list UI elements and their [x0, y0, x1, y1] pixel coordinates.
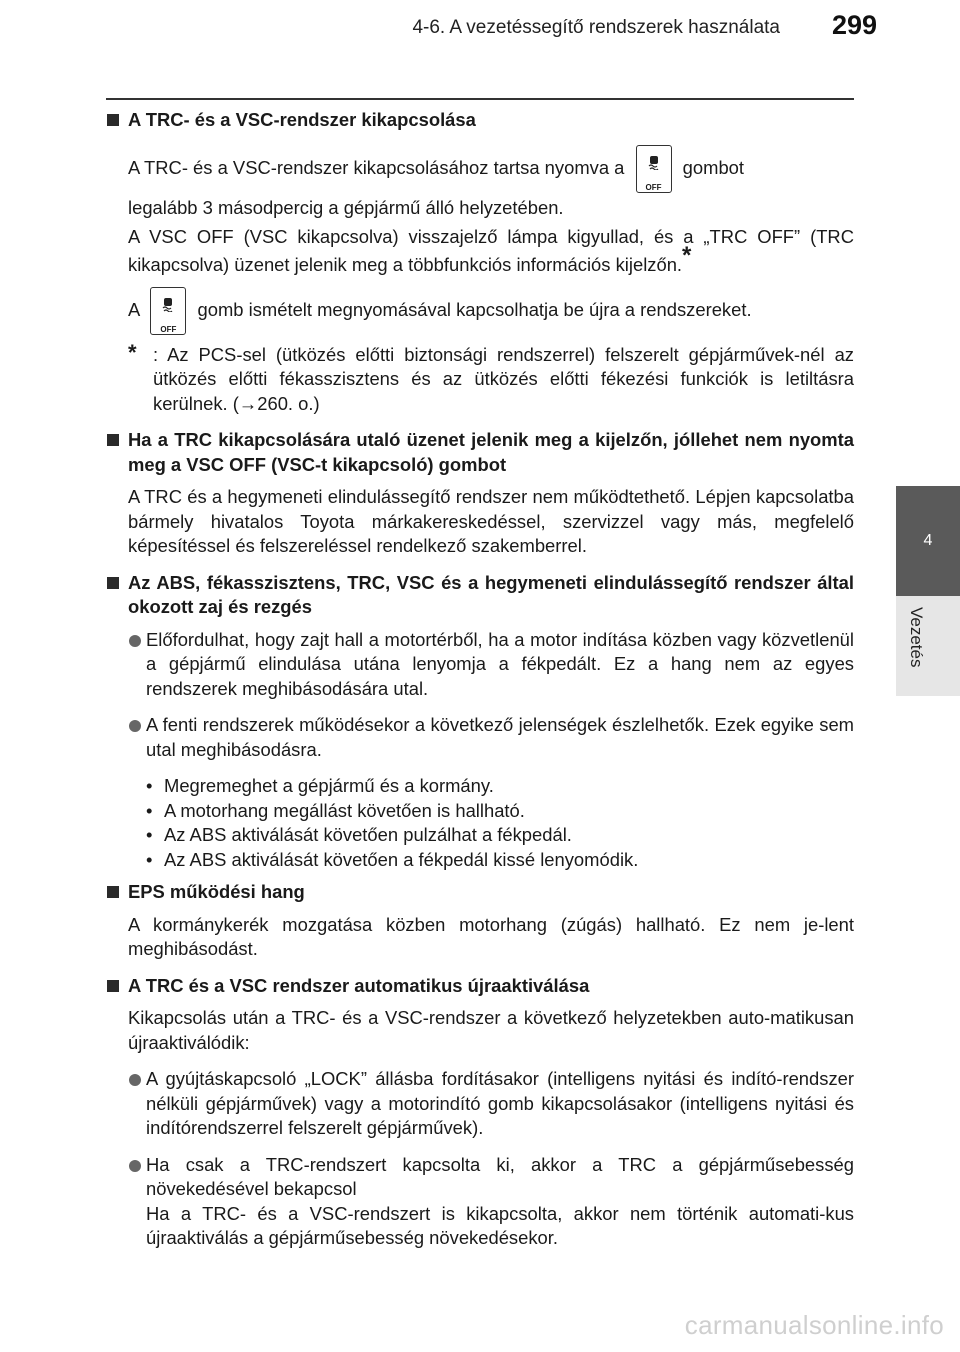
text: Ha csak a TRC-rendszert kapcsolta ki, akkor a TRC a gépjárműsebesség növekedésével bekapcsol [146, 1153, 854, 1199]
square-bullet-icon [107, 980, 119, 992]
bullet-item [106, 628, 854, 702]
bullet-item [106, 1067, 854, 1141]
bullet-item [106, 1153, 854, 1251]
paragraph: Kikapcsolás után a TRC- és a VSC-rendszer a következő helyzetekben auto-matikusan újraaktiválódik: [128, 1007, 854, 1053]
paragraph: A TRC és a hegymeneti elindulássegítő rendszer nem működtethető. Lépjen kapcsolatba bármely hivatalos Toyota márkakereskedéssel, szervizzel vagy más, megfelelő képesítéssel és felszereléssel rendelkező szakemberrel. [128, 486, 854, 556]
footnote [106, 339, 854, 417]
text: gombot [682, 156, 745, 178]
section-heading [106, 428, 854, 477]
text: A [128, 298, 140, 320]
text: gomb ismételt megnyomásával kapcsolhatja be újra a rendszereket. [197, 298, 752, 320]
footnote-mark: * [682, 241, 692, 269]
paragraph [106, 145, 854, 223]
side-tab-label: Vezetés [907, 607, 926, 668]
round-bullet-icon [129, 720, 141, 732]
heading-text: Az ABS, fékasszisztens, TRC, VSC és a hegymeneti elindulássegítő rendszer által okozott zaj és rezgés [128, 571, 854, 617]
paragraph [106, 223, 854, 279]
paragraph [106, 287, 854, 335]
section-heading [106, 108, 854, 133]
section-heading [106, 974, 854, 999]
text: A gyújtáskapcsoló „LOCK” állásba fordításakor (intelligens nyitási és indító-rendszer nélküli gépjárművek) vagy a motorindító gomb kikapcsolásakor (intelligens nyitási és indítórendszerrel felszerelt gépjárművek). [146, 1068, 854, 1138]
heading-text: EPS működési hang [128, 881, 305, 902]
list-item: • Az ABS aktiválását követően a fékpedál kissé lenyomódik. [146, 848, 639, 870]
round-bullet-icon [129, 635, 141, 647]
skid-car-icon [162, 298, 174, 312]
paragraph: A kormánykerék mozgatása közben motorhang (zúgás) hallható. Ez nem je-lent meghibásodást. [128, 913, 854, 959]
round-bullet-icon [129, 1160, 141, 1172]
vsc-off-button-icon [636, 145, 672, 193]
text: : Az PCS-sel (ütközés előtti biztonsági rendszerrel) felszerelt gépjárművek-nél az ütközés előtti fékasszisztens és az ütközés előtti fékezési funkciók is letiltásra kerülnek. (→260. o.) [153, 343, 854, 414]
square-bullet-icon [107, 114, 119, 126]
square-bullet-icon [107, 886, 119, 898]
list-item: • A motorhang megállást követően is hallható. [146, 799, 525, 821]
vsc-off-button-icon [150, 287, 186, 335]
skid-car-icon [648, 156, 660, 170]
list-item: • Megremeghet a gépjármű és a kormány. [146, 775, 494, 796]
heading-text: A TRC és a VSC rendszer automatikus újraaktiválása [128, 974, 590, 996]
square-bullet-icon [107, 434, 119, 446]
text: legalább 3 másodpercig a gépjármű álló helyzetében. [128, 196, 564, 218]
footnote-mark: * [128, 339, 137, 365]
text: A fenti rendszerek működésekor a következő jelenségek észlelhetők. Ezek egyike sem utal meghibásodásra. [146, 714, 854, 760]
heading-text: A TRC- és a VSC-rendszer kikapcsolása [128, 109, 476, 130]
text: Előfordulhat, hogy zajt hall a motortérből, ha a motor indítása közben vagy közvetlenül a gépjármű elindulása utána lenyomja a fékpedált. Ez a hang nem az egyes rendszerek meghibásodására utal. [146, 628, 854, 699]
section-heading [106, 571, 854, 620]
side-tab-number: 4 [923, 532, 933, 549]
bullet-item [106, 713, 854, 762]
header-rule [106, 98, 854, 100]
page-number: 299 [832, 10, 878, 40]
heading-text: Ha a TRC kikapcsolására utaló üzenet jelenik meg a kijelzőn, jóllehet nem nyomta meg a VSC OFF (VSC-t kikapcsoló) gombot [128, 429, 854, 475]
text: A VSC OFF (VSC kikapcsolva) visszajelző lámpa kigyullad, és a „TRC OFF” (TRC kikapcsolva) üzenet jelenik meg a többfunkciós információs kijelzőn. [128, 225, 854, 275]
off-label: OFF [160, 324, 177, 334]
round-bullet-icon [129, 1074, 141, 1086]
page-content [106, 108, 854, 1251]
text: Ha a TRC- és a VSC-rendszert is kikapcsolta, akkor nem történik automati-kus újraaktiválás a gépjárműsebesség növekedésekor. [146, 1202, 854, 1248]
watermark: carmanualsonline.info [684, 1310, 944, 1340]
section-heading [106, 880, 854, 905]
square-bullet-icon [107, 577, 119, 589]
off-label: OFF [645, 182, 662, 192]
list-item: • Az ABS aktiválását követően pulzálhat a fékpedál. [146, 824, 572, 845]
header-title: 4-6. A vezetéssegítő rendszerek használata [412, 17, 780, 38]
text: A TRC- és a VSC-rendszer kikapcsolásához tartsa nyomva a [128, 156, 625, 178]
